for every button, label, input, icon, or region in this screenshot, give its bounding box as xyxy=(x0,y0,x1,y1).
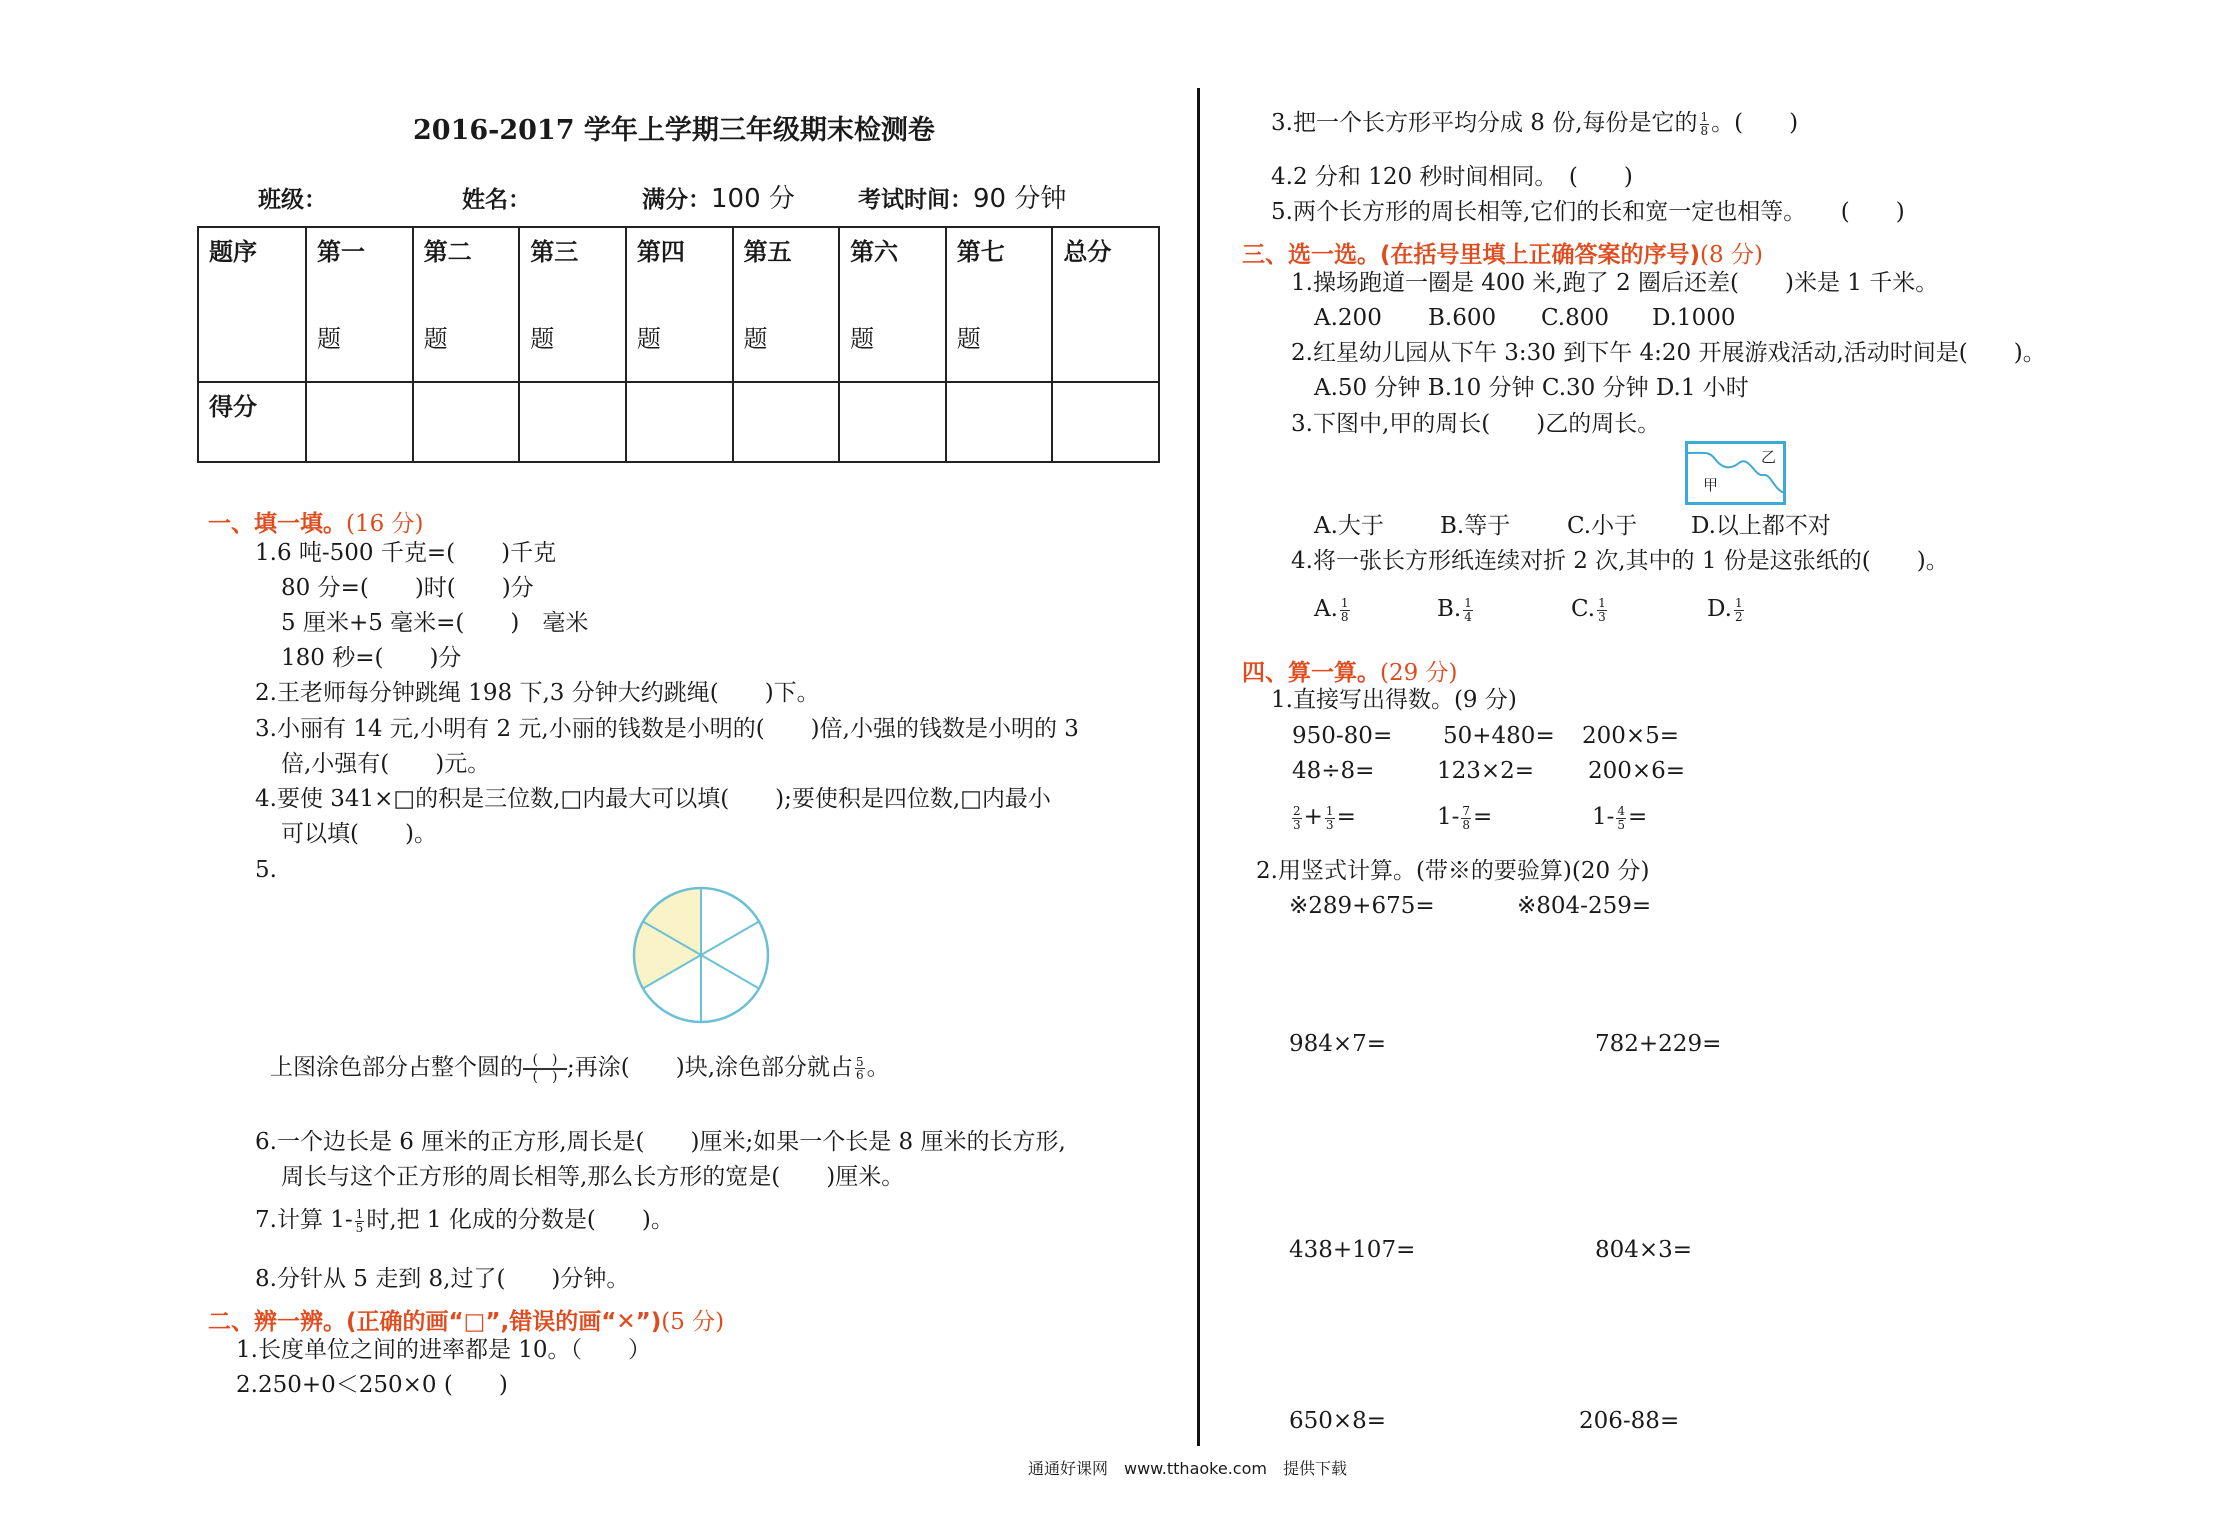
s1-q1d: 180 秒=( )分 xyxy=(281,645,462,671)
col-2-head xyxy=(413,227,520,382)
col-4-bottom: 题 xyxy=(636,325,661,353)
col-3-head xyxy=(519,227,626,382)
score-cell[interactable] xyxy=(839,382,946,462)
s4-q1: 1.直接写出得数。(9 分) xyxy=(1271,687,1517,713)
section-3-title: 三、选一选。(在括号里填上正确答案的序号) xyxy=(1242,242,1701,268)
section-4-title: 四、算一算。 xyxy=(1242,660,1380,686)
perimeter-figure xyxy=(1685,441,1786,505)
col-7-bottom: 题 xyxy=(956,325,981,353)
col-5-top: 第五 xyxy=(743,237,792,266)
section-2-points: (5 分) xyxy=(661,1309,725,1335)
s3-q4-opt-d[interactable] xyxy=(1707,597,1746,623)
vertical-calc: ※804-259= xyxy=(1517,893,1652,919)
opt-label: D. xyxy=(1707,596,1732,623)
equals: = xyxy=(1628,804,1648,831)
score-cell[interactable] xyxy=(1052,382,1159,462)
name-label: 姓名： xyxy=(462,186,531,213)
fraction-option xyxy=(1463,597,1473,623)
fraction xyxy=(1616,805,1626,831)
s1-q6a: 6.一个边长是 6 厘米的正方形,周长是( )厘米;如果一个长是 8 厘米的长方形, xyxy=(255,1129,1066,1155)
blank-numerator: ( ) xyxy=(523,1053,567,1070)
s1-q8: 8.分针从 5 走到 8,过了( )分钟。 xyxy=(255,1266,630,1292)
s3-q4: 4.将一张长方形纸连续对折 2 次,其中的 1 份是这张纸的( )。 xyxy=(1291,548,1949,574)
fraction-option xyxy=(1734,597,1744,623)
calc-fraction-add xyxy=(1290,805,1356,831)
s2-q3 xyxy=(1271,111,1798,137)
numerator: 5 xyxy=(856,1054,864,1069)
numerator: 7 xyxy=(1462,804,1471,818)
fraction xyxy=(1461,805,1471,831)
denominator: 3 xyxy=(1325,817,1334,832)
vertical-calc: ※289+675= xyxy=(1289,893,1435,919)
fraction-one-fifth xyxy=(355,1208,365,1234)
s1-q7-a: 7.计算 1- xyxy=(255,1207,353,1234)
denominator: 5 xyxy=(1617,817,1626,832)
calc-item: 950-80= xyxy=(1292,723,1393,749)
vertical-calc: 782+229= xyxy=(1595,1031,1722,1057)
col-5-head xyxy=(733,227,840,382)
full-score-value: 100 分 xyxy=(711,184,795,214)
s3-q4-opt-c[interactable] xyxy=(1571,597,1609,623)
col-2-bottom: 题 xyxy=(423,325,448,353)
s3-q3-opt-d[interactable]: D.以上都不对 xyxy=(1691,513,1831,539)
denominator: 8 xyxy=(1700,123,1709,138)
s1-q5-text-b: ;再涂( )块,涂色部分就占 xyxy=(567,1054,854,1081)
numerator: 1 xyxy=(1325,804,1334,818)
equals: = xyxy=(1336,804,1356,831)
score-cell[interactable] xyxy=(519,382,626,462)
section-3-heading xyxy=(1242,236,1763,269)
section-2-title: 二、辨一辨。(正确的画“□”,错误的画“✕”) xyxy=(208,1309,662,1335)
s3-q1-opt-d[interactable]: D.1000 xyxy=(1652,305,1736,331)
vertical-calc: 438+107= xyxy=(1289,1237,1416,1263)
denominator: 6 xyxy=(856,1068,864,1083)
s1-q5-text-c: 。 xyxy=(866,1054,890,1081)
s3-q3-opt-c[interactable]: C.小于 xyxy=(1567,513,1638,539)
vertical-calc: 650×8= xyxy=(1289,1408,1387,1434)
whole: 1- xyxy=(1592,804,1615,831)
label-jia: 甲 xyxy=(1703,476,1719,494)
opt-label: C. xyxy=(1571,596,1596,623)
vertical-calc: 206-88= xyxy=(1579,1408,1680,1434)
s3-q2-opts[interactable]: A.50 分钟 B.10 分钟 C.30 分钟 D.1 小时 xyxy=(1314,375,1749,401)
score-cell[interactable] xyxy=(306,382,413,462)
s1-q6b: 周长与这个正方形的周长相等,那么长方形的宽是( )厘米。 xyxy=(281,1164,905,1190)
s1-q7-b: 时,把 1 化成的分数是( )。 xyxy=(366,1207,674,1234)
vertical-calc: 804×3= xyxy=(1595,1237,1693,1263)
col-7-head xyxy=(946,227,1053,382)
exam-time-value: 90 分钟 xyxy=(973,184,1067,214)
s1-q5: 5. xyxy=(255,857,277,883)
blank-denominator: ( ) xyxy=(532,1068,558,1085)
column-divider xyxy=(1197,88,1200,1446)
col-5-bottom: 题 xyxy=(743,325,768,353)
fraction xyxy=(1325,805,1335,831)
numerator: 1 xyxy=(1598,596,1606,610)
col-4-top: 第四 xyxy=(636,237,685,266)
opt-label: B. xyxy=(1437,596,1462,623)
s1-q3b: 倍,小强有( )元。 xyxy=(281,751,491,777)
s2-q3-a: 3.把一个长方形平均分成 8 份,每份是它的 xyxy=(1271,110,1698,137)
s1-q3a: 3.小丽有 14 元,小明有 2 元,小丽的钱数是小明的( )倍,小强的钱数是小明的 3 xyxy=(255,716,1079,742)
opt-label: A. xyxy=(1314,596,1338,623)
score-cell[interactable] xyxy=(413,382,520,462)
score-table xyxy=(197,226,1160,463)
s2-q5: 5.两个长方形的周长相等,它们的长和宽一定也相等。 ( ) xyxy=(1271,199,1905,225)
class-label: 班级： xyxy=(258,186,327,213)
footer-credit: 通通好课网 www.tthaoke.com 提供下载 xyxy=(1028,1459,1347,1478)
denominator: 3 xyxy=(1293,817,1301,832)
col-3-bottom: 题 xyxy=(530,325,555,353)
blank-fraction[interactable] xyxy=(523,1053,567,1084)
col-3-top: 第三 xyxy=(530,237,579,266)
calc-fraction-sub-1 xyxy=(1437,805,1492,831)
s1-q5-text-a: 上图涂色部分占整个圆的 xyxy=(270,1054,523,1081)
fraction xyxy=(1292,805,1302,831)
full-score xyxy=(642,178,795,215)
pie-figure xyxy=(626,880,776,1030)
label-yi: 乙 xyxy=(1761,448,1777,466)
denominator: 8 xyxy=(1462,817,1471,832)
s1-q1b: 80 分=( )时( )分 xyxy=(281,575,534,601)
score-cell[interactable] xyxy=(626,382,733,462)
denominator: 8 xyxy=(1340,609,1349,624)
s2-q4: 4.2 分和 120 秒时间相同。 ( ) xyxy=(1271,164,1633,190)
calc-item: 50+480= xyxy=(1443,723,1555,749)
calc-item: 200×5= xyxy=(1582,723,1680,749)
col-1-head xyxy=(306,227,413,382)
score-row-head: 得分 xyxy=(198,382,306,462)
s1-q2: 2.王老师每分钟跳绳 198 下,3 分钟大约跳绳( )下。 xyxy=(255,680,820,706)
numerator: 1 xyxy=(1340,596,1349,610)
sector-line xyxy=(701,922,759,956)
s3-q1-opt-a[interactable]: A.200 xyxy=(1314,305,1382,331)
col-6-head xyxy=(839,227,946,382)
exam-time xyxy=(858,178,1066,215)
operator: + xyxy=(1303,804,1323,831)
col-1-top: 第一 xyxy=(317,237,365,266)
s3-q3-opt-b[interactable]: B.等于 xyxy=(1440,513,1511,539)
s3-q3: 3.下图中,甲的周长( )乙的周长。 xyxy=(1291,411,1661,437)
calc-fraction-sub-2 xyxy=(1592,805,1647,831)
numerator: 1 xyxy=(1464,596,1472,610)
section-1-points: (16 分) xyxy=(346,511,424,537)
s3-q1-opt-b[interactable]: B.600 xyxy=(1428,305,1497,331)
whole: 1- xyxy=(1437,804,1460,831)
denominator: 2 xyxy=(1734,609,1743,624)
denominator: 5 xyxy=(355,1220,364,1235)
sector-line xyxy=(701,955,759,989)
calc-item: 200×6= xyxy=(1588,758,1686,784)
s1-q1a: 1.6 吨-500 千克=( )千克 xyxy=(255,540,557,566)
col-4-head xyxy=(626,227,733,382)
vertical-calc: 984×7= xyxy=(1289,1031,1387,1057)
s1-q4b: 可以填( )。 xyxy=(281,821,437,847)
section-1-title: 一、填一填。 xyxy=(208,511,346,537)
page-title: 2016-2017 学年上学期三年级期末检测卷 xyxy=(413,115,935,146)
col-6-top: 第六 xyxy=(850,237,899,266)
section-3-points: (8 分) xyxy=(1700,242,1763,268)
numerator: 1 xyxy=(1734,596,1743,610)
full-score-label: 满分： xyxy=(642,186,711,213)
denominator: 4 xyxy=(1464,609,1472,624)
s3-q4-opt-a[interactable] xyxy=(1314,597,1352,623)
numerator: 4 xyxy=(1617,804,1626,818)
calc-item: 123×2= xyxy=(1437,758,1535,784)
s1-q7 xyxy=(255,1208,674,1234)
s1-q5-text xyxy=(270,1053,890,1084)
s3-q1: 1.操场跑道一圈是 400 米,跑了 2 圈后还差( )米是 1 千米。 xyxy=(1291,270,1939,296)
col-7-top: 第七 xyxy=(956,237,1005,266)
equals: = xyxy=(1473,804,1493,831)
numerator: 2 xyxy=(1293,804,1301,818)
s1-q4a: 4.要使 341×□的积是三位数,□内最大可以填( );要使积是四位数,□内最小 xyxy=(255,786,1051,812)
fraction-option xyxy=(1597,597,1607,623)
denominator: 3 xyxy=(1598,609,1606,624)
s1-q1c: 5 厘米+5 毫米=( ) 毫米 xyxy=(281,610,589,636)
total-head-cell: 总分 xyxy=(1052,227,1159,382)
row-head-cell: 题序 xyxy=(198,227,306,382)
score-cell[interactable] xyxy=(733,382,840,462)
numerator: 1 xyxy=(1700,110,1709,124)
fraction-option xyxy=(1340,597,1350,623)
s3-q4-opt-b[interactable] xyxy=(1437,597,1475,623)
s4-q2: 2.用竖式计算。(带※的要验算)(20 分) xyxy=(1256,858,1650,884)
section-4-points: (29 分) xyxy=(1380,660,1458,686)
section-4-heading xyxy=(1242,654,1458,687)
s3-q1-opt-c[interactable]: C.800 xyxy=(1541,305,1609,331)
col-1-bottom: 题 xyxy=(317,325,341,353)
s2-q2: 2.250+0＜250×0 ( ) xyxy=(236,1372,508,1398)
fraction-one-eighth xyxy=(1700,111,1710,137)
col-6-bottom: 题 xyxy=(850,325,875,353)
numerator: 1 xyxy=(355,1207,364,1221)
fraction-five-sixths xyxy=(855,1056,865,1082)
section-2-heading xyxy=(208,1303,724,1336)
exam-time-label: 考试时间： xyxy=(858,186,973,213)
col-2-top: 第二 xyxy=(423,237,472,266)
s2-q3-b: 。( ) xyxy=(1711,110,1799,137)
s3-q3-opt-a[interactable]: A.大于 xyxy=(1314,513,1384,539)
s2-q1: 1.长度单位之间的进率都是 10。（ ） xyxy=(236,1337,652,1363)
s3-q2: 2.红星幼儿园从下午 3:30 到下午 4:20 开展游戏活动,活动时间是( )。 xyxy=(1291,340,2046,366)
score-cell[interactable] xyxy=(946,382,1053,462)
section-1-heading xyxy=(208,505,424,538)
calc-item: 48÷8= xyxy=(1292,758,1375,784)
